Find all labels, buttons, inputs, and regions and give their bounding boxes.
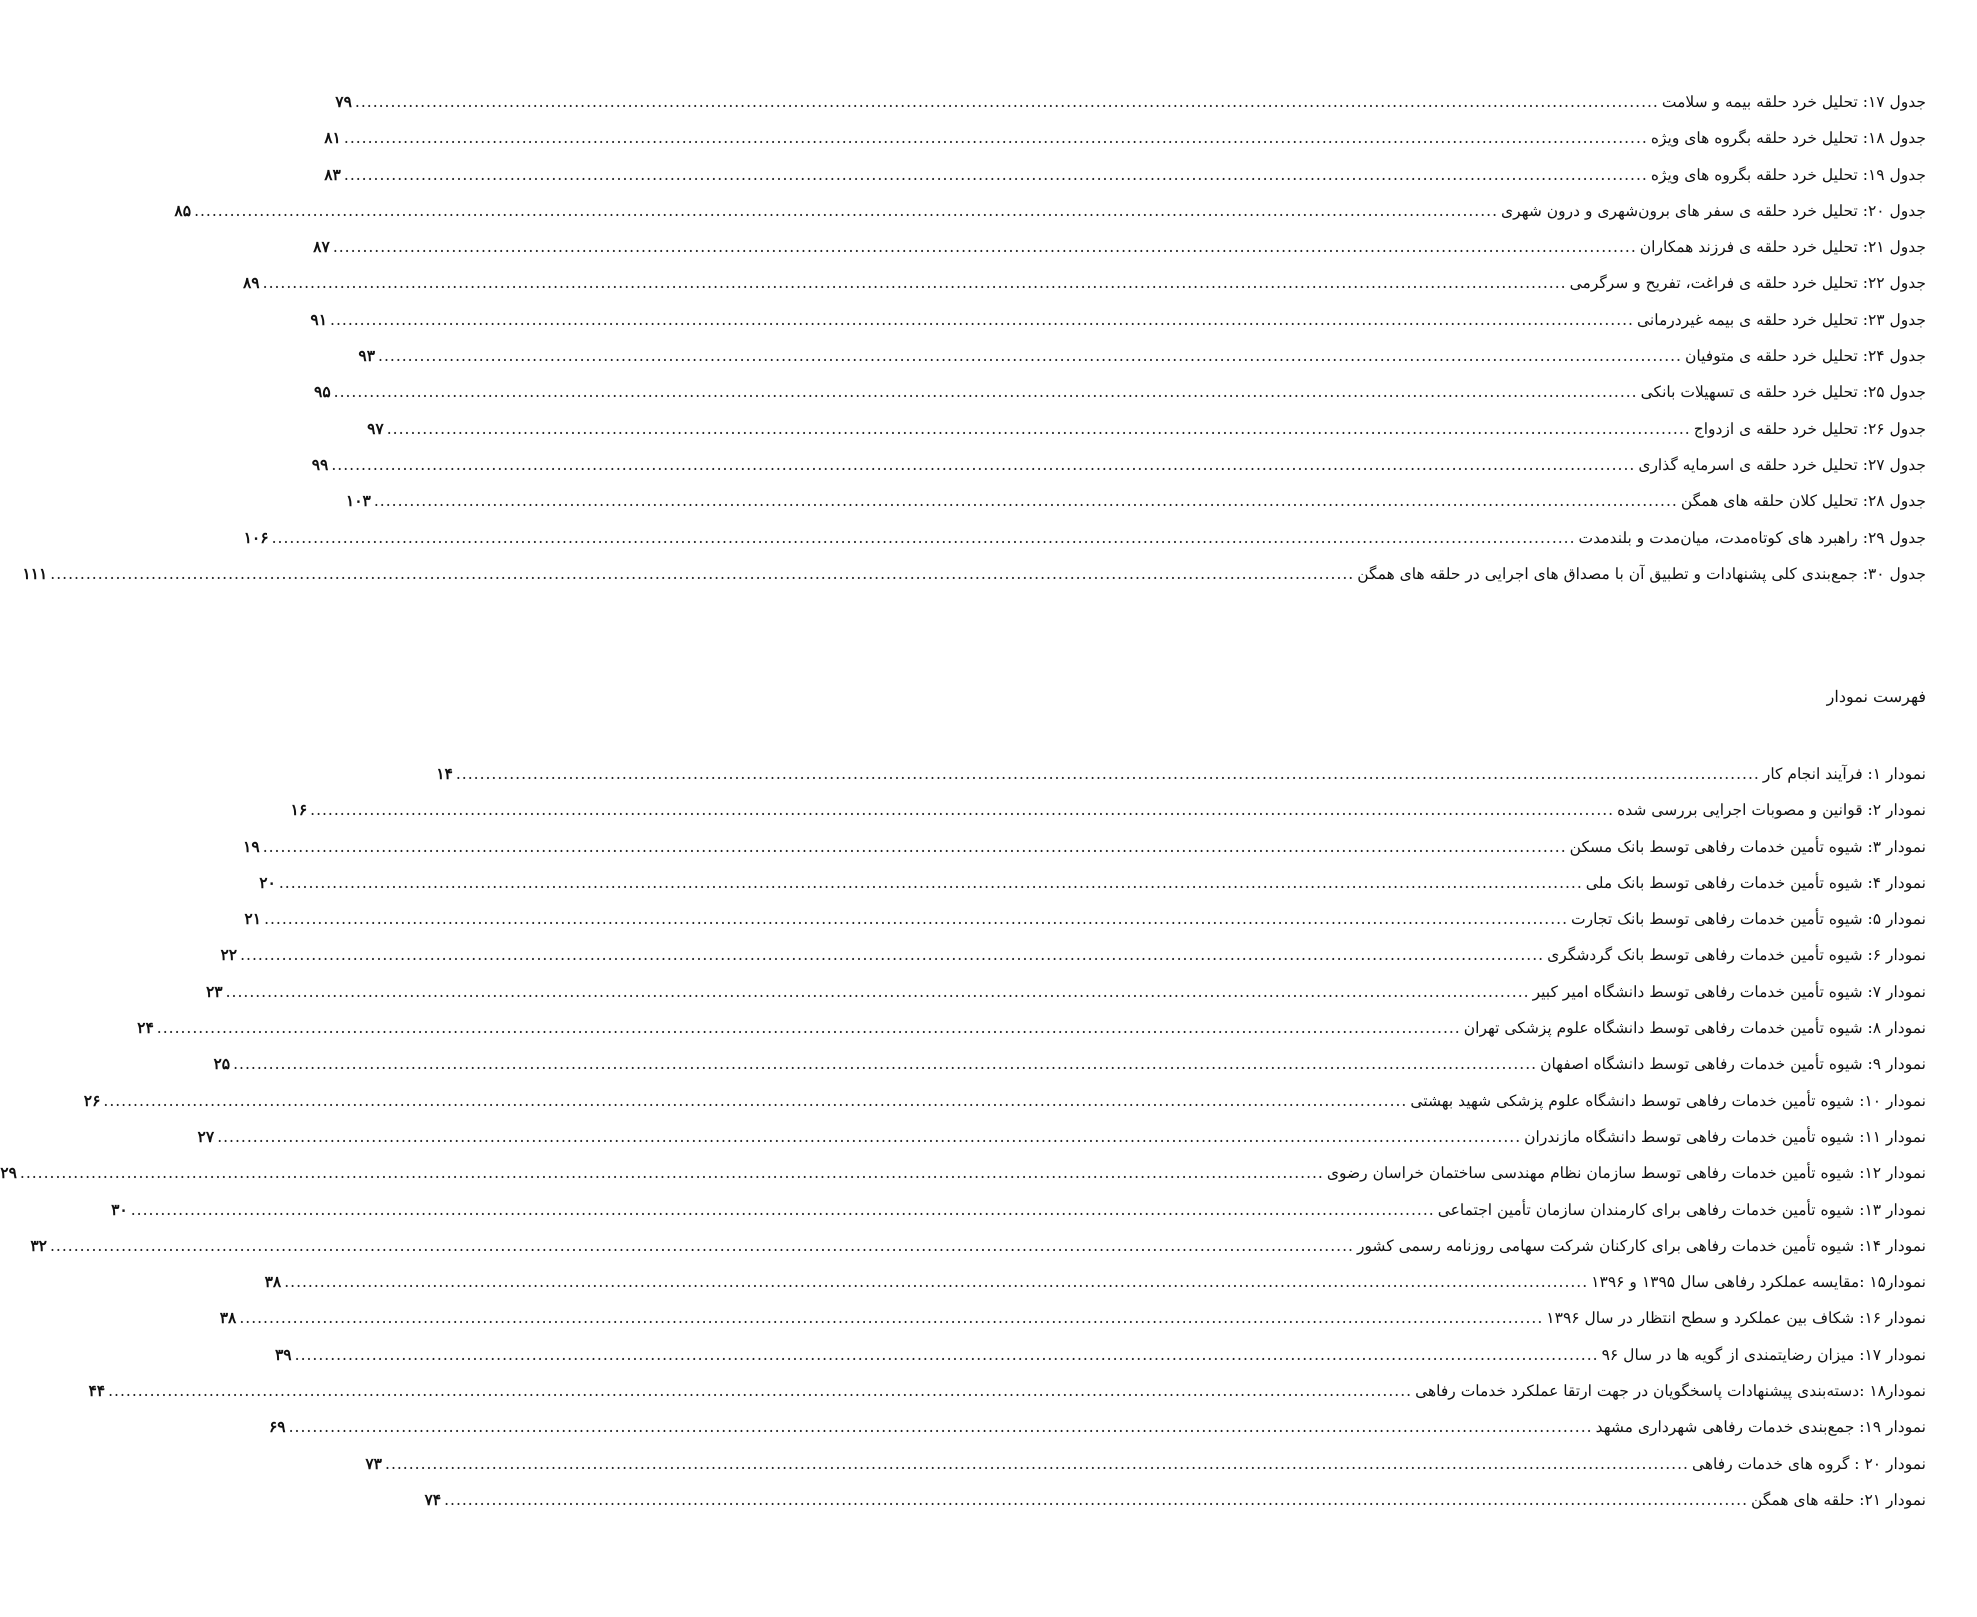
dot-leader: ............................................................................................................................................................................................................................ [284, 1273, 1589, 1292]
chart-entry[interactable] [268, 1409, 1926, 1445]
chart-entry[interactable] [274, 1337, 1926, 1373]
table-entry[interactable] [335, 84, 1926, 120]
table-entry-page-number: ۱۰۳ [345, 491, 371, 511]
table-entry-page-number: ۱۱۱ [22, 563, 48, 583]
table-entry-title: جدول ۱۷: تحلیل خرد حلقه بیمه و سلامت [1661, 93, 1926, 111]
table-entry-title: جدول ۱۹: تحلیل خرد حلقه بگروه های ویژه [1650, 165, 1926, 184]
chart-entry[interactable] [243, 829, 1926, 865]
chart-entry[interactable] [30, 1228, 1926, 1264]
table-entry-title: جدول ۲۳: تحلیل خرد حلقه ی بیمه غیردرمانی [1637, 310, 1926, 329]
dot-leader: ............................................................................................................................................................................................................................ [331, 455, 1636, 474]
dot-leader: ............................................................................................................................................................................................................................ [378, 347, 1682, 366]
table-entry[interactable] [314, 374, 1926, 410]
table-entry-page-number: ۹۷ [367, 418, 384, 438]
table-entry[interactable] [174, 193, 1926, 229]
dot-leader: ............................................................................................................................................................................................................................ [130, 1200, 1435, 1219]
chart-entry-title: نمودار ۱۶: شکاف بین عملکرد و سطح انتظار در سال ۱۳۹۶ [1546, 1309, 1926, 1328]
table-entry-title: جدول ۲۸: تحلیل کلان حلقه های همگن [1680, 492, 1926, 511]
table-entry-title: جدول ۲۲: تحلیل خرد حلقه ی فراغت، تفریح و سرگرمی [1569, 274, 1926, 293]
chart-entry-title: نمودار۱۵ :مقایسه عملکرد رفاهی سال ۱۳۹۵ و ۱۳۹۶ [1591, 1273, 1926, 1292]
chart-entry-page-number: ۷۳ [365, 1453, 383, 1473]
chart-entry[interactable] [290, 792, 1926, 828]
chart-entry-title: نمودار ۵: شیوه تأمین خدمات رفاهی توسط بانک تجارت [1571, 910, 1926, 929]
chart-entry-page-number: ۴۴ [88, 1381, 106, 1401]
table-entry[interactable] [345, 483, 1926, 519]
chart-entry[interactable] [137, 1010, 1926, 1046]
dot-leader: ............................................................................................................................................................................................................................ [343, 129, 1648, 148]
chart-entry-title: نمودار ۸: شیوه تأمین خدمات رفاهی توسط دانشگاه علوم پزشکی تهران [1463, 1019, 1926, 1038]
dot-leader: ............................................................................................................................................................................................................................ [225, 982, 1530, 1001]
dot-leader: ............................................................................................................................................................................................................................ [288, 1418, 1593, 1437]
table-entry-title: جدول ۱۸: تحلیل خرد حلقه بگروه های ویژه [1650, 129, 1926, 148]
chart-entry-page-number: ۲۰ [259, 872, 276, 892]
table-entry-page-number: ۸۱ [324, 128, 341, 148]
dot-leader: ............................................................................................................................................................................................................................ [262, 274, 1567, 293]
chart-entry-title: نمودار ۱۴: شیوه تأمین خدمات رفاهی برای کارکنان شرکت سهامی روزنامه رسمی کشور [1356, 1236, 1926, 1255]
chart-entry[interactable] [205, 974, 1926, 1010]
chart-entry[interactable] [244, 901, 1926, 937]
chart-entry-title: نمودار ۲: قوانین و مصوبات اجرایی بررسی شده [1617, 801, 1926, 820]
table-entry[interactable] [311, 447, 1926, 483]
chart-entry-title: نمودار ۱: فرآیند انجام کار [1762, 765, 1926, 783]
table-entry-page-number: ۸۳ [324, 164, 341, 184]
dot-leader: ............................................................................................................................................................................................................................ [343, 165, 1648, 184]
table-entry[interactable] [367, 411, 1926, 447]
table-entry-title: جدول ۲۶: تحلیل خرد حلقه ی ازدواج [1693, 419, 1926, 438]
chart-entry-page-number: ۳۰ [111, 1199, 128, 1219]
chart-entry-page-number: ۲۳ [205, 981, 223, 1001]
chart-entry-page-number: ۱۴ [436, 764, 453, 783]
dot-leader: ............................................................................................................................................................................................................................ [294, 1345, 1599, 1364]
table-entry-page-number: ۹۳ [358, 346, 376, 366]
charts-list-heading: فهرست نمودار [1826, 687, 1926, 706]
chart-entry-page-number: ۷۴ [424, 1489, 442, 1509]
chart-entry-page-number: ۲۹ [0, 1163, 17, 1183]
dot-leader: ............................................................................................................................................................................................................................ [354, 93, 1659, 111]
dot-leader: ............................................................................................................................................................................................................................ [103, 1091, 1408, 1110]
chart-entry[interactable] [220, 937, 1926, 973]
dot-leader: ............................................................................................................................................................................................................................ [444, 1490, 1749, 1509]
chart-entry-page-number: ۳۲ [30, 1235, 47, 1255]
chart-entry-page-number: ۲۲ [220, 945, 238, 965]
table-entry-page-number: ۹۱ [310, 309, 328, 329]
dot-leader: ............................................................................................................................................................................................................................ [19, 1164, 1324, 1183]
chart-entry[interactable] [436, 756, 1926, 792]
chart-entry-page-number: ۲۵ [213, 1054, 231, 1074]
table-entry-title: جدول ۲۷: تحلیل خرد حلقه ی اسرمایه گذاری [1638, 455, 1926, 474]
table-entry[interactable] [358, 338, 1926, 374]
chart-entry-page-number: ۲۴ [137, 1018, 154, 1038]
table-entry-page-number: ۸۷ [313, 237, 330, 257]
chart-entry-page-number: ۲۱ [244, 909, 262, 929]
dot-leader: ............................................................................................................................................................................................................................ [330, 310, 1634, 329]
chart-entry-title: نمودار ۴: شیوه تأمین خدمات رفاهی توسط بانک ملی [1585, 873, 1926, 892]
table-entry-page-number: ۸۹ [242, 273, 260, 293]
dot-leader: ............................................................................................................................................................................................................................ [385, 1454, 1689, 1473]
chart-entry-title: نمودار ۹: شیوه تأمین خدمات رفاهی توسط دانشگاه اصفهان [1540, 1055, 1926, 1074]
dot-leader: ............................................................................................................................................................................................................................ [194, 201, 1499, 220]
dot-leader: ............................................................................................................................................................................................................................ [310, 801, 1615, 820]
chart-entry-title: نمودار ۱۱: شیوه تأمین خدمات رفاهی توسط دانشگاه مازندران [1524, 1127, 1926, 1146]
chart-entry[interactable] [83, 1083, 1926, 1119]
dot-leader: ............................................................................................................................................................................................................................ [108, 1382, 1413, 1401]
dot-leader: ............................................................................................................................................................................................................................ [240, 946, 1545, 965]
dot-leader: ............................................................................................................................................................................................................................ [278, 873, 1583, 892]
table-entry[interactable] [243, 520, 1926, 556]
chart-entry[interactable] [197, 1119, 1926, 1155]
chart-entry-title: نمودار ۱۹: جمع‌بندی خدمات رفاهی شهرداری مشهد [1595, 1418, 1926, 1437]
chart-entry[interactable] [365, 1446, 1926, 1482]
chart-entry-page-number: ۳۹ [274, 1344, 292, 1364]
chart-entry-page-number: ۳۸ [264, 1272, 282, 1292]
dot-leader: ............................................................................................................................................................................................................................ [271, 528, 1576, 547]
dot-leader: ............................................................................................................................................................................................................................ [455, 765, 1760, 783]
dot-leader: ............................................................................................................................................................................................................................ [373, 492, 1678, 511]
chart-entry[interactable] [264, 1264, 1926, 1300]
table-entry-page-number: ۹۹ [311, 454, 329, 474]
table-entry[interactable] [324, 120, 1926, 156]
chart-entry-title: نمودار ۲۱: حلقه های همگن [1751, 1490, 1926, 1509]
chart-entry-title: نمودار ۱۰: شیوه تأمین خدمات رفاهی توسط دانشگاه علوم پزشکی شهید بهشتی [1410, 1091, 1926, 1110]
charts-list [0, 756, 1926, 1518]
dot-leader: ............................................................................................................................................................................................................................ [264, 910, 1569, 929]
chart-entry-title: نمودار ۱۳: شیوه تأمین خدمات رفاهی برای کارمندان سازمان تأمین اجتماعی [1437, 1200, 1926, 1219]
chart-entry-title: نمودار ۱۷: میزان رضایتمندی از گویه ها در سال ۹۶ [1601, 1345, 1926, 1364]
chart-entry-page-number: ۱۶ [290, 800, 308, 820]
chart-entry[interactable] [0, 1155, 1926, 1191]
table-entry-page-number: ۹۵ [314, 382, 331, 402]
chart-entry-title: نمودار ۳: شیوه تأمین خدمات رفاهی توسط بانک مسکن [1569, 837, 1926, 856]
table-entry-title: جدول ۳۰: جمع‌بندی کلی پشنهادات و تطبیق آن با مصداق های اجرایی در حلقه های همگن [1357, 564, 1926, 583]
chart-entry-title: نمودار ۱۲: شیوه تأمین خدمات رفاهی توسط سازمان نظام مهندسی ساختمان خراسان رضوی [1326, 1164, 1926, 1183]
chart-entry-title: نمودار ۷: شیوه تأمین خدمات رفاهی توسط دانشگاه امیر کبیر [1532, 982, 1926, 1001]
dot-leader: ............................................................................................................................................................................................................................ [217, 1127, 1522, 1146]
chart-entry-page-number: ۱۹ [243, 836, 260, 856]
chart-entry-title: نمودار ۲۰ : گروه های خدمات رفاهی [1691, 1454, 1926, 1473]
chart-entry[interactable] [213, 1046, 1926, 1082]
table-entry[interactable] [22, 556, 1926, 592]
dot-leader: ............................................................................................................................................................................................................................ [156, 1019, 1461, 1038]
table-entry-title: جدول ۲۴: تحلیل خرد حلقه ی متوفیان [1685, 347, 1926, 366]
dot-leader: ............................................................................................................................................................................................................................ [386, 419, 1691, 438]
tables-list [22, 84, 1926, 592]
table-entry-title: جدول ۲۹: راهبرد های کوتاه‌مدت، میان‌مدت و بلندمدت [1578, 528, 1926, 547]
table-entry[interactable] [242, 265, 1926, 301]
table-entry-page-number: ۷۹ [335, 92, 352, 111]
chart-entry[interactable] [424, 1482, 1926, 1518]
dot-leader: ............................................................................................................................................................................................................................ [332, 238, 1637, 257]
chart-entry[interactable] [219, 1300, 1926, 1336]
table-entry-title: جدول ۲۵: تحلیل خرد حلقه ی تسهیلات بانکی [1640, 383, 1926, 402]
table-entry[interactable] [324, 157, 1926, 193]
chart-entry-page-number: ۶۹ [268, 1417, 286, 1437]
chart-entry[interactable] [88, 1373, 1926, 1409]
chart-entry-page-number: ۲۶ [83, 1090, 101, 1110]
dot-leader: ............................................................................................................................................................................................................................ [333, 383, 1638, 402]
dot-leader: ............................................................................................................................................................................................................................ [233, 1055, 1538, 1074]
table-entry[interactable] [310, 302, 1926, 338]
table-entry[interactable] [313, 229, 1926, 265]
chart-entry[interactable] [111, 1192, 1926, 1228]
table-entry-page-number: ۸۵ [174, 200, 192, 220]
dot-leader: ............................................................................................................................................................................................................................ [50, 564, 1355, 583]
table-entry-title: جدول ۲۱: تحلیل خرد حلقه ی فرزند همکاران [1639, 238, 1926, 257]
chart-entry-page-number: ۳۸ [219, 1308, 237, 1328]
chart-entry-title: نمودار ۶: شیوه تأمین خدمات رفاهی توسط بانک گردشگری [1547, 946, 1926, 965]
chart-entry[interactable] [259, 865, 1926, 901]
dot-leader: ............................................................................................................................................................................................................................ [49, 1236, 1354, 1255]
dot-leader: ............................................................................................................................................................................................................................ [262, 837, 1567, 856]
chart-entry-title: نمودار۱۸ :دسته‌بندی پیشنهادات پاسخگویان در جهت ارتقا عملکرد خدمات رفاهی [1415, 1382, 1926, 1401]
table-entry-title: جدول ۲۰: تحلیل خرد حلقه ی سفر های برون‌شهری و درون شهری [1501, 201, 1926, 220]
table-entry-page-number: ۱۰۶ [243, 527, 269, 547]
dot-leader: ............................................................................................................................................................................................................................ [239, 1309, 1544, 1328]
chart-entry-page-number: ۲۷ [197, 1126, 215, 1146]
